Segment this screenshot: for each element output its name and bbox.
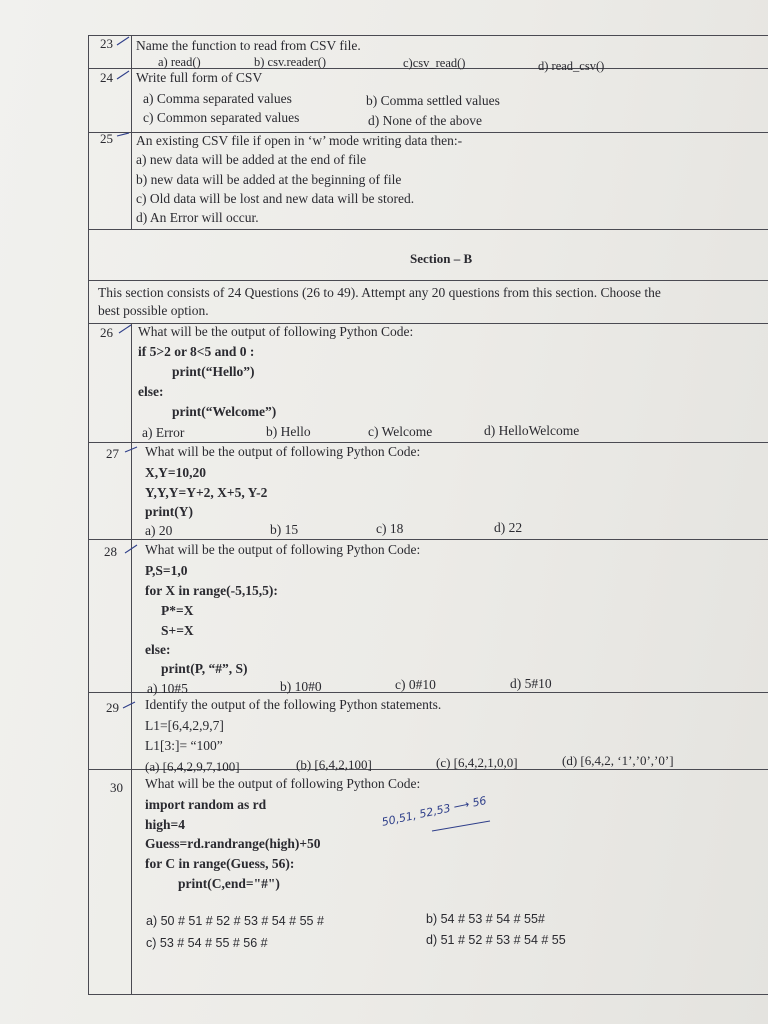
option-a: a) 50 # 51 # 52 # 53 # 54 # 55 # xyxy=(146,914,324,928)
code-line: print(“Hello”) xyxy=(172,364,255,379)
column-rule xyxy=(131,36,132,230)
option-c: c)csv_read() xyxy=(403,56,466,70)
question-number: 23 xyxy=(100,36,113,51)
question-number: 24 xyxy=(100,70,113,85)
code-line: if 5>2 or 8<5 and 0 : xyxy=(138,344,255,359)
option-a: a) read() xyxy=(158,55,201,69)
code-line: import random as rd xyxy=(145,797,267,812)
section-instructions: This section consists of 24 Questions (26 to 49). Attempt any 20 questions from this section. Choose the xyxy=(98,285,661,300)
option-d: d) An Error will occur. xyxy=(136,210,259,225)
code-line: Guess=rd.randrange(high)+50 xyxy=(145,836,321,851)
option-d: d) read_csv() xyxy=(538,59,605,73)
option-c: c) 0#10 xyxy=(395,677,436,692)
question-text: An existing CSV file if open in ‘w’ mode writing data then:- xyxy=(136,133,463,148)
code-line: high=4 xyxy=(145,817,185,832)
option-b: b) 15 xyxy=(270,522,299,537)
option-b: b) Comma settled values xyxy=(366,93,500,108)
code-line: print(C,end="#") xyxy=(178,876,280,891)
code-line: P*=X xyxy=(161,603,194,618)
option-d: d) 51 # 52 # 53 # 54 # 55 xyxy=(426,933,566,947)
option-d: d) 22 xyxy=(494,520,523,535)
option-c: c) Welcome xyxy=(368,424,433,439)
option-b: b) Hello xyxy=(266,424,311,439)
question-text: What will be the output of following Python Code: xyxy=(145,542,421,557)
option-d: d) 5#10 xyxy=(510,676,552,691)
question-number: 27 xyxy=(106,446,119,461)
pen-tick-icon xyxy=(116,70,130,80)
option-a: a) 20 xyxy=(145,523,173,538)
handwritten-note: 50,51, 52,53 ⟶ 56 xyxy=(380,793,488,829)
question-text: What will be the output of following Python Code: xyxy=(145,444,421,459)
pen-tick-icon xyxy=(116,36,130,46)
question-number: 30 xyxy=(110,780,123,795)
row-rule xyxy=(89,442,768,443)
row-rule xyxy=(89,280,768,281)
pen-tick-icon xyxy=(122,700,136,710)
option-c: c) Old data will be lost and new data will be stored. xyxy=(136,191,415,206)
question-text: What will be the output of following Python Code: xyxy=(138,324,414,339)
code-line: else: xyxy=(145,642,171,657)
option-c: c) 53 # 54 # 55 # 56 # xyxy=(146,936,268,950)
option-c: c) Common separated values xyxy=(143,110,300,125)
code-line: print(Y) xyxy=(145,504,193,519)
pen-tick-icon xyxy=(118,324,132,334)
code-line: for C in range(Guess, 56): xyxy=(145,856,295,871)
option-a: a) 10#5 xyxy=(147,681,188,696)
option-c: c) 18 xyxy=(376,521,404,536)
option-b: b) 10#0 xyxy=(280,679,322,694)
option-b: b) 54 # 53 # 54 # 55# xyxy=(426,912,545,926)
option-d: d) None of the above xyxy=(368,113,482,128)
question-text: Write full form of CSV xyxy=(136,70,263,85)
question-number: 25 xyxy=(100,131,113,146)
option-b: b) csv.reader() xyxy=(254,55,327,69)
option-b: b) new data will be added at the beginning of file xyxy=(136,172,402,187)
option-a: (a) [6,4,2,9,7,100] xyxy=(145,759,240,774)
pen-tick-icon xyxy=(124,444,138,454)
question-text: What will be the output of following Python Code: xyxy=(145,776,421,791)
code-line: else: xyxy=(138,384,164,399)
code-line: Y,Y,Y=Y+2, X+5, Y-2 xyxy=(145,485,268,500)
pen-tick-icon xyxy=(116,130,130,140)
question-number: 26 xyxy=(100,325,113,340)
option-a: a) Comma separated values xyxy=(143,91,292,106)
question-text: Name the function to read from CSV file. xyxy=(136,38,361,53)
row-rule xyxy=(89,539,768,540)
code-line: for X in range(-5,15,5): xyxy=(145,583,278,598)
option-a: a) new data will be added at the end of file xyxy=(136,152,367,167)
question-text: Identify the output of the following Python statements. xyxy=(145,697,442,712)
code-line: print(“Welcome”) xyxy=(172,404,277,419)
option-d: d) HelloWelcome xyxy=(484,423,580,438)
section-instructions: best possible option. xyxy=(98,303,209,318)
code-line: P,S=1,0 xyxy=(145,563,188,578)
question-number: 28 xyxy=(104,544,117,559)
option-d: (d) [6,4,2, ‘1’,’0’,’0’] xyxy=(562,753,674,768)
pen-tick-icon xyxy=(124,544,138,554)
option-a: a) Error xyxy=(142,425,185,440)
code-line: L1=[6,4,2,9,7] xyxy=(145,718,224,733)
row-rule xyxy=(89,229,768,230)
column-rule xyxy=(131,323,132,994)
code-line: S+=X xyxy=(161,623,194,638)
code-line: L1[3:]= “100” xyxy=(145,738,223,753)
section-title: Section – B xyxy=(410,251,473,266)
code-line: X,Y=10,20 xyxy=(145,465,206,480)
arrow-icon xyxy=(430,817,518,833)
question-number: 29 xyxy=(106,700,119,715)
code-line: print(P, “#”, S) xyxy=(161,661,248,676)
option-b: (b) [6,4,2,100] xyxy=(296,757,372,772)
option-c: (c) [6,4,2,1,0,0] xyxy=(436,755,518,770)
